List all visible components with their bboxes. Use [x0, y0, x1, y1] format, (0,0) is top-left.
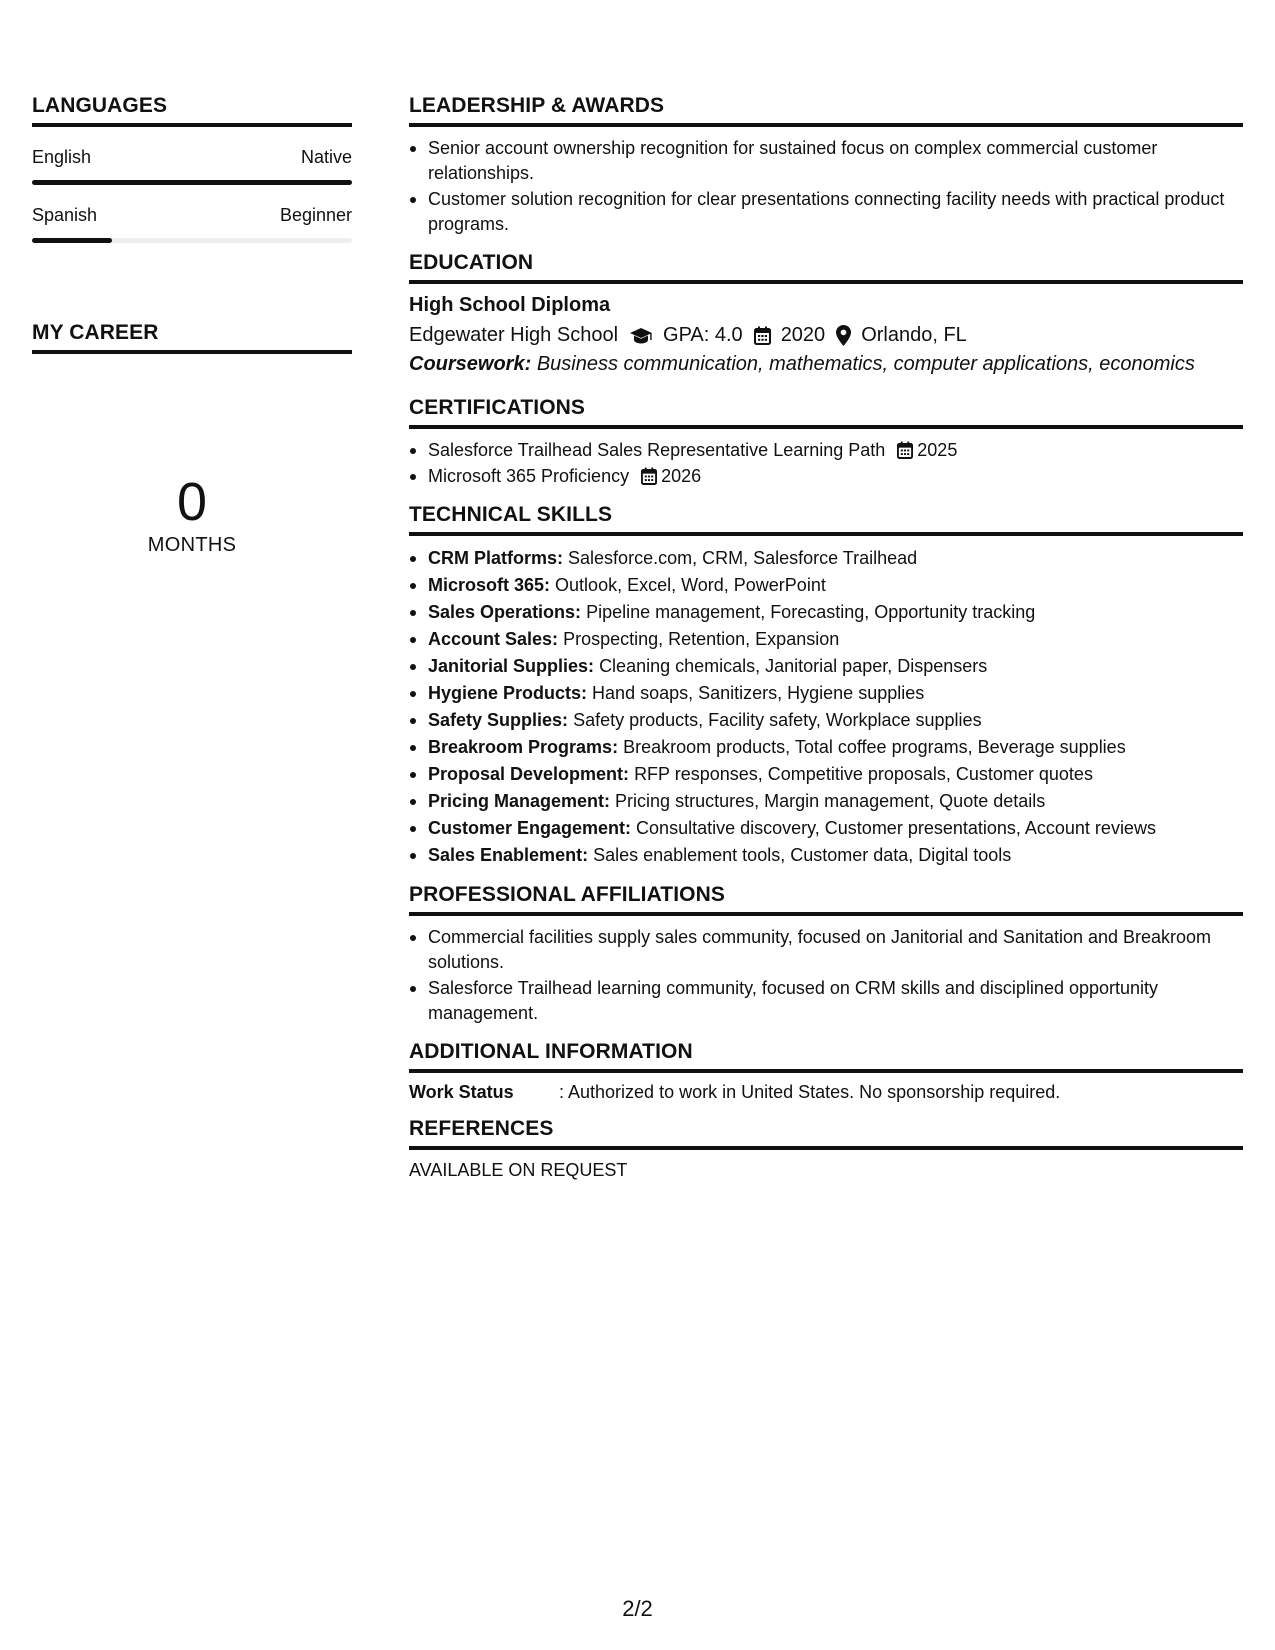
certifications-section [409, 396, 1243, 489]
skill-label: Customer Engagement: [428, 818, 632, 838]
page-number: 2/2 [622, 1596, 653, 1621]
career-stat [32, 474, 352, 557]
list-item [409, 599, 1243, 626]
leadership-list [409, 136, 1243, 237]
language-level: Beginner [279, 205, 352, 225]
additional-title: ADDITIONAL INFORMATION [409, 1040, 1243, 1073]
list-item: Senior account ownership recognition for sustained focus on complex commercial customer relationships. [409, 136, 1243, 186]
graduation-cap-icon [629, 327, 653, 345]
skill-value: Cleaning chemicals, Janitorial paper, Dispensers [599, 656, 988, 676]
calendar-icon [754, 326, 771, 345]
skill-value: Hand soaps, Sanitizers, Hygiene supplies [592, 683, 925, 703]
skill-value: Pricing structures, Margin management, Quote details [615, 791, 1046, 811]
list-item: Commercial facilities supply sales community, focused on Janitorial and Sanitation and Breakroom solutions. [409, 925, 1243, 975]
skill-value: Breakroom products, Total coffee programs, Beverage supplies [623, 737, 1126, 757]
skill-value: RFP responses, Competitive proposals, Customer quotes [634, 764, 1093, 784]
list-item [409, 761, 1243, 788]
languages-section [32, 94, 352, 243]
certification-year: 2025 [917, 440, 958, 460]
list-item [409, 707, 1243, 734]
certification-name: Microsoft 365 Proficiency [428, 466, 630, 486]
skill-label: Pricing Management: [428, 791, 611, 811]
sidebar [32, 94, 352, 557]
skills-list [409, 545, 1243, 869]
skill-value: Safety products, Facility safety, Workplace supplies [573, 710, 982, 730]
skill-label: CRM Platforms: [428, 548, 564, 568]
work-status-row [409, 1082, 1243, 1103]
list-item [409, 734, 1243, 761]
leadership-section [409, 94, 1243, 237]
language-level: Native [300, 147, 352, 167]
skill-value: Consultative discovery, Customer presentations, Account reviews [636, 818, 1156, 838]
references-title: REFERENCES [409, 1117, 1243, 1150]
skill-value: Sales enablement tools, Customer data, Digital tools [593, 845, 1012, 865]
language-proficiency-fill [32, 238, 112, 243]
calendar-icon [641, 467, 657, 485]
skill-value: Pipeline management, Forecasting, Opportunity tracking [586, 602, 1036, 622]
list-item [409, 815, 1243, 842]
list-item [409, 545, 1243, 572]
references-text: AVAILABLE ON REQUEST [409, 1160, 628, 1180]
additional-section [409, 1040, 1243, 1103]
education-coursework [409, 353, 1243, 376]
affiliations-title: PROFESSIONAL AFFILIATIONS [409, 883, 1243, 916]
work-status-value: : Authorized to work in United States. No sponsorship required. [559, 1082, 1061, 1102]
skill-label: Proposal Development: [428, 764, 630, 784]
skill-label: Hygiene Products: [428, 683, 588, 703]
affiliations-list [409, 925, 1243, 1026]
education-section [409, 251, 1243, 376]
list-item [409, 842, 1243, 869]
career-months-value: 0 [176, 472, 208, 532]
certifications-list [409, 438, 1243, 489]
education-year: 2020 [780, 324, 826, 346]
language-name: Spanish [32, 205, 98, 225]
certification-year: 2026 [661, 466, 702, 486]
coursework-value: Business communication, mathematics, computer applications, economics [536, 353, 1195, 375]
list-item [409, 626, 1243, 653]
skills-title: TECHNICAL SKILLS [409, 503, 1243, 536]
language-item-spanish [32, 205, 352, 243]
coursework-label: Coursework: [409, 353, 532, 375]
language-proficiency-bar [32, 238, 352, 243]
list-item [409, 680, 1243, 707]
language-proficiency-fill [32, 180, 352, 185]
education-degree: High School Diploma [409, 294, 611, 316]
main-content [409, 94, 1243, 1195]
list-item [409, 653, 1243, 680]
skill-label: Microsoft 365: [428, 575, 551, 595]
list-item [409, 438, 1243, 463]
work-status-label: Work Status [409, 1082, 514, 1102]
skill-value: Salesforce.com, CRM, Salesforce Trailhead [568, 548, 918, 568]
references-section [409, 1117, 1243, 1181]
list-item: Salesforce Trailhead learning community, focused on CRM skills and disciplined opportunity management. [409, 976, 1243, 1026]
certification-name: Salesforce Trailhead Sales Representative Learning Path [428, 440, 886, 460]
language-proficiency-bar [32, 180, 352, 185]
language-name: English [32, 147, 92, 167]
skill-value: Prospecting, Retention, Expansion [563, 629, 840, 649]
skill-label: Breakroom Programs: [428, 737, 619, 757]
skill-label: Janitorial Supplies: [428, 656, 595, 676]
skill-label: Sales Operations: [428, 602, 582, 622]
education-school: Edgewater High School [409, 324, 619, 346]
calendar-icon [897, 441, 913, 459]
list-item: Customer solution recognition for clear presentations connecting facility needs with practical product programs. [409, 187, 1243, 237]
language-item-english [32, 147, 352, 185]
skill-label: Account Sales: [428, 629, 559, 649]
education-gpa: GPA: 4.0 [663, 324, 743, 346]
skill-label: Sales Enablement: [428, 845, 589, 865]
languages-title: LANGUAGES [32, 94, 352, 127]
list-item [409, 572, 1243, 599]
education-details [409, 324, 1243, 347]
career-title: MY CAREER [32, 321, 352, 354]
skill-label: Safety Supplies: [428, 710, 569, 730]
skills-section [409, 503, 1243, 869]
map-marker-icon [836, 325, 851, 346]
list-item [409, 788, 1243, 815]
leadership-title: LEADERSHIP & AWARDS [409, 94, 1243, 127]
education-title: EDUCATION [409, 251, 1243, 284]
certifications-title: CERTIFICATIONS [409, 396, 1243, 429]
list-item [409, 464, 1243, 489]
career-months-unit: MONTHS [147, 534, 237, 556]
education-location: Orlando, FL [861, 324, 967, 346]
affiliations-section [409, 883, 1243, 1026]
skill-value: Outlook, Excel, Word, PowerPoint [555, 575, 826, 595]
